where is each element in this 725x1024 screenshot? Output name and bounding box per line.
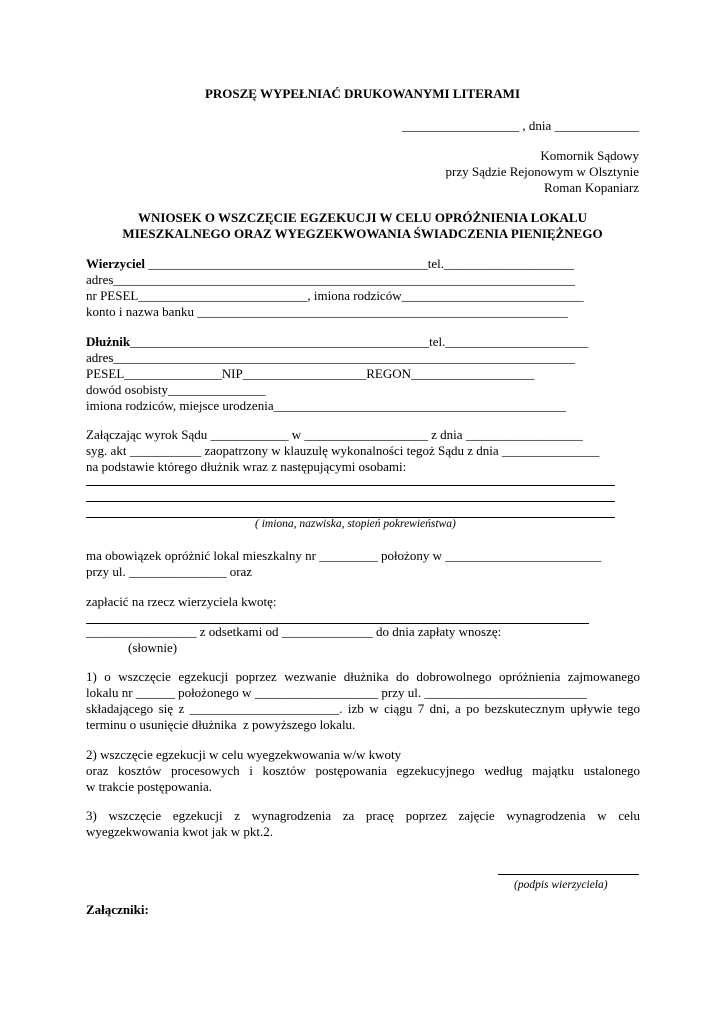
creditor-tel: tel.____________________ — [427, 256, 574, 271]
document-title-line2: MIESZKALNEGO ORAZ WYEGZEKWOWANIA ŚWIADCZENIA PIENIĘŻNEGO — [122, 226, 603, 241]
document-title-line1: WNIOSEK O WSZCZĘCIE EGZEKUCJI W CELU OPRÓŻNIENIA LOKALU — [138, 210, 587, 225]
creditor-label: Wierzyciel — [86, 256, 145, 271]
persons-blank-line-2 — [86, 501, 615, 502]
request1-line1: 1) o wszczęcie egzekucji poprzez wezwanie dłużnika do dobrowolnego opróżnienia zajmowanego — [86, 669, 640, 684]
attachments-label: Załączniki: — [86, 902, 149, 917]
request1-line4: terminu o usunięcie dłużnika z powyższego lokalu. — [86, 717, 356, 732]
debtor-name-line — [86, 334, 588, 350]
payment-line1: zapłacić na rzecz wierzyciela kwotę: — [86, 594, 277, 609]
payment-words-caption: (słownie) — [128, 640, 178, 655]
creditor-pesel: nr PESEL__________________________, imiona rodziców____________________________ — [86, 288, 584, 303]
request2-line1: 2) wszczęcie egzekucji w celu wyegzekwowania w/w kwoty — [86, 747, 402, 762]
payment-line2: _________________ z odsetkami od ______________ do dnia zapłaty wnoszę: — [86, 624, 502, 639]
obligation-line2: przy ul. _______________ oraz — [86, 564, 253, 579]
debtor-id-card: dowód osobisty_______________ — [86, 382, 266, 397]
header: PROSZĘ WYPEŁNIAĆ DRUKOWANYMI LITERAMI — [204, 86, 521, 101]
judgment-line3: na podstawie którego dłużnik wraz z następującymi osobami: — [86, 459, 407, 474]
persons-blank-line-1 — [86, 485, 615, 486]
signature-caption: (podpis wierzyciela) — [514, 879, 608, 891]
debtor-name-blank: ______________________________________________ — [130, 334, 430, 349]
request1-line2: lokalu nr ______ położonego w ___________________ przy ul. _________________________ — [86, 685, 587, 700]
judgment-line2: syg. akt ___________ zaopatrzony w klauzulę wykonalności tegoż Sądu z dnia _______________ — [86, 443, 600, 458]
debtor-parents: imiona rodziców, miejsce urodzenia_____________________________________________ — [86, 398, 567, 413]
addressee-court: przy Sądzie Rejonowym w Olsztynie — [445, 164, 639, 179]
date-line: __________________ , dnia _____________ — [402, 118, 639, 133]
debtor-tel: tel.______________________ — [429, 334, 589, 349]
addressee-title: Komornik Sądowy — [540, 148, 639, 163]
request1-line3: składającego się z _______________________. izb w ciągu 7 dni, a po bezskutecznym upływie tego — [86, 701, 640, 716]
creditor-address: adres_______________________________________________________________________ — [86, 272, 575, 287]
signature-line — [498, 874, 639, 875]
request3-line1: 3) wszczęcie egzekucji z wynagrodzenia za pracę poprzez zajęcie wynagrodzenia w celu — [86, 808, 640, 823]
creditor-name-blank: ___________________________________________ — [144, 256, 428, 271]
debtor-address: adres_______________________________________________________________________ — [86, 350, 575, 365]
request3-line2: wyegzekwowania kwot jak w pkt.2. — [86, 824, 274, 839]
creditor-bank: konto i nazwa banku _________________________________________________________ — [86, 304, 568, 319]
judgment-line1: Załączając wyrok Sądu ____________ w ___________________ z dnia __________________ — [86, 427, 583, 442]
debtor-label: Dłużnik — [86, 334, 131, 349]
creditor-name-line — [86, 256, 574, 272]
request2-line2: oraz kosztów procesowych i kosztów postępowania egzekucyjnego według majątku ustalonego — [86, 763, 640, 778]
persons-caption: ( imiona, nazwiska, stopień pokrewieństwa) — [255, 518, 456, 530]
obligation-line1: ma obowiązek opróżnić lokal mieszkalny nr _________ położony w ________________________ — [86, 548, 602, 563]
request2-line3: w trakcie postępowania. — [86, 779, 212, 794]
debtor-ids: PESEL_______________NIP___________________REGON___________________ — [86, 366, 535, 381]
addressee-name: Roman Kopaniarz — [544, 180, 639, 195]
